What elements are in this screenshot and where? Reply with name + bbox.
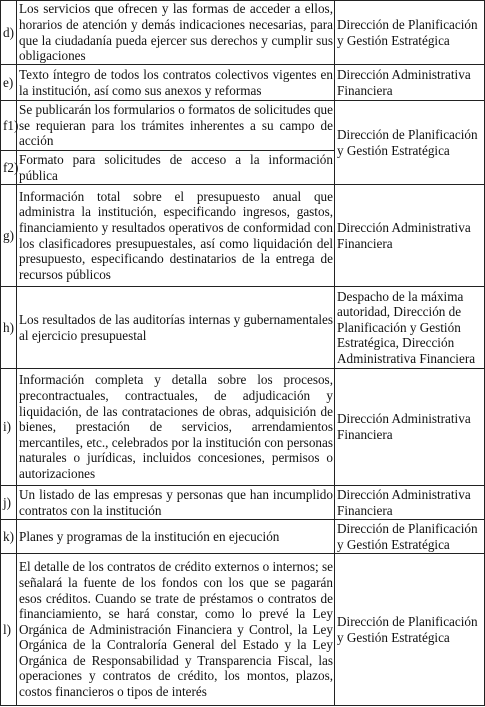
table-row: [1, 520, 485, 554]
table-row: [1, 185, 485, 287]
table-row: [1, 369, 485, 486]
row-letter: f1): [1, 101, 17, 151]
row-responsible: Dirección Administrativa Financiera: [335, 185, 485, 287]
row-description: Un listado de las empresas y personas que han incumplido contratos con la institución: [17, 486, 335, 520]
table-row: [1, 101, 485, 151]
row-description: Los servicios que ofrecen y las formas de acceder a ellos, horarios de atención y demás indicaciones necesarias, para que la ciudadanía pueda ejercer sus derechos y cumplir sus obligaciones: [17, 1, 335, 65]
row-letter: j): [1, 486, 17, 520]
row-letter: l): [1, 554, 17, 706]
row-letter: g): [1, 185, 17, 287]
row-responsible: Despacho de la máxima autoridad, Dirección de Planificación y Gestión Estratégica, Dirección Administrativa Financiera: [335, 287, 485, 369]
table-row: [1, 1, 485, 65]
row-description: Información completa y detalla sobre los procesos, precontractuales, contractuales, de adjudicación y liquidación, de las contrataciones de obras, adquisición de bienes, prestación de servicios, arrendamientos mercantiles, etc., celebrados por la institución con personas naturales o jurídicas, incluidos concesiones, permisos o autorizaciones: [17, 369, 335, 486]
table-row: [1, 287, 485, 369]
row-responsible: Dirección de Planificación y Gestión Estratégica: [335, 1, 485, 65]
row-letter: d): [1, 1, 17, 65]
row-description: Información total sobre el presupuesto anual que administra la institución, especificando ingresos, gastos, financiamiento y resultados operativos de conformidad con los clasificadores presupuestales, así como liquidación del presupuesto, especificando destinatarios de la entrega de recursos públicos: [17, 185, 335, 287]
row-responsible: Dirección Administrativa Financiera: [335, 65, 485, 101]
row-description: Planes y programas de la institución en ejecución: [17, 520, 335, 554]
row-letter: h): [1, 287, 17, 369]
table-row: [1, 65, 485, 101]
row-responsible: Dirección de Planificación y Gestión Estratégica: [335, 554, 485, 706]
row-description: Formato para solicitudes de acceso a la información pública: [17, 151, 335, 185]
row-description: Texto íntegro de todos los contratos colectivos vigentes en la institución, así como sus anexos y reformas: [17, 65, 335, 101]
table-row: [1, 554, 485, 706]
row-responsible: Dirección Administrativa Financiera: [335, 369, 485, 486]
row-responsible: Dirección de Planificación y Gestión Estratégica: [335, 101, 485, 185]
row-letter: f2): [1, 151, 17, 185]
row-responsible: Dirección de Planificación y Gestión Estratégica: [335, 520, 485, 554]
row-description: El detalle de los contratos de crédito externos o internos; se señalará la fuente de los fondos con los que se pagarán esos créditos. Cuando se trate de préstamos o contratos de financiamiento, se hará constar, como lo prevé la Ley Orgánica de Administración Financiera y Control, la Ley Orgánica de la Contraloría General del Estado y la Ley Orgánica de Responsabilidad y Transparencia Fiscal, las operaciones y contratos de crédito, los montos, plazos, costos financieros o tipos de interés: [17, 554, 335, 706]
row-letter: k): [1, 520, 17, 554]
row-letter: i): [1, 369, 17, 486]
table-row: [1, 486, 485, 520]
row-description: Los resultados de las auditorías internas y gubernamentales al ejercicio presupuestal: [17, 287, 335, 369]
row-letter: e): [1, 65, 17, 101]
row-description: Se publicarán los formularios o formatos de solicitudes que se requieran para los trámites inherentes a su campo de acción: [17, 101, 335, 151]
row-responsible: Dirección Administrativa Financiera: [335, 486, 485, 520]
